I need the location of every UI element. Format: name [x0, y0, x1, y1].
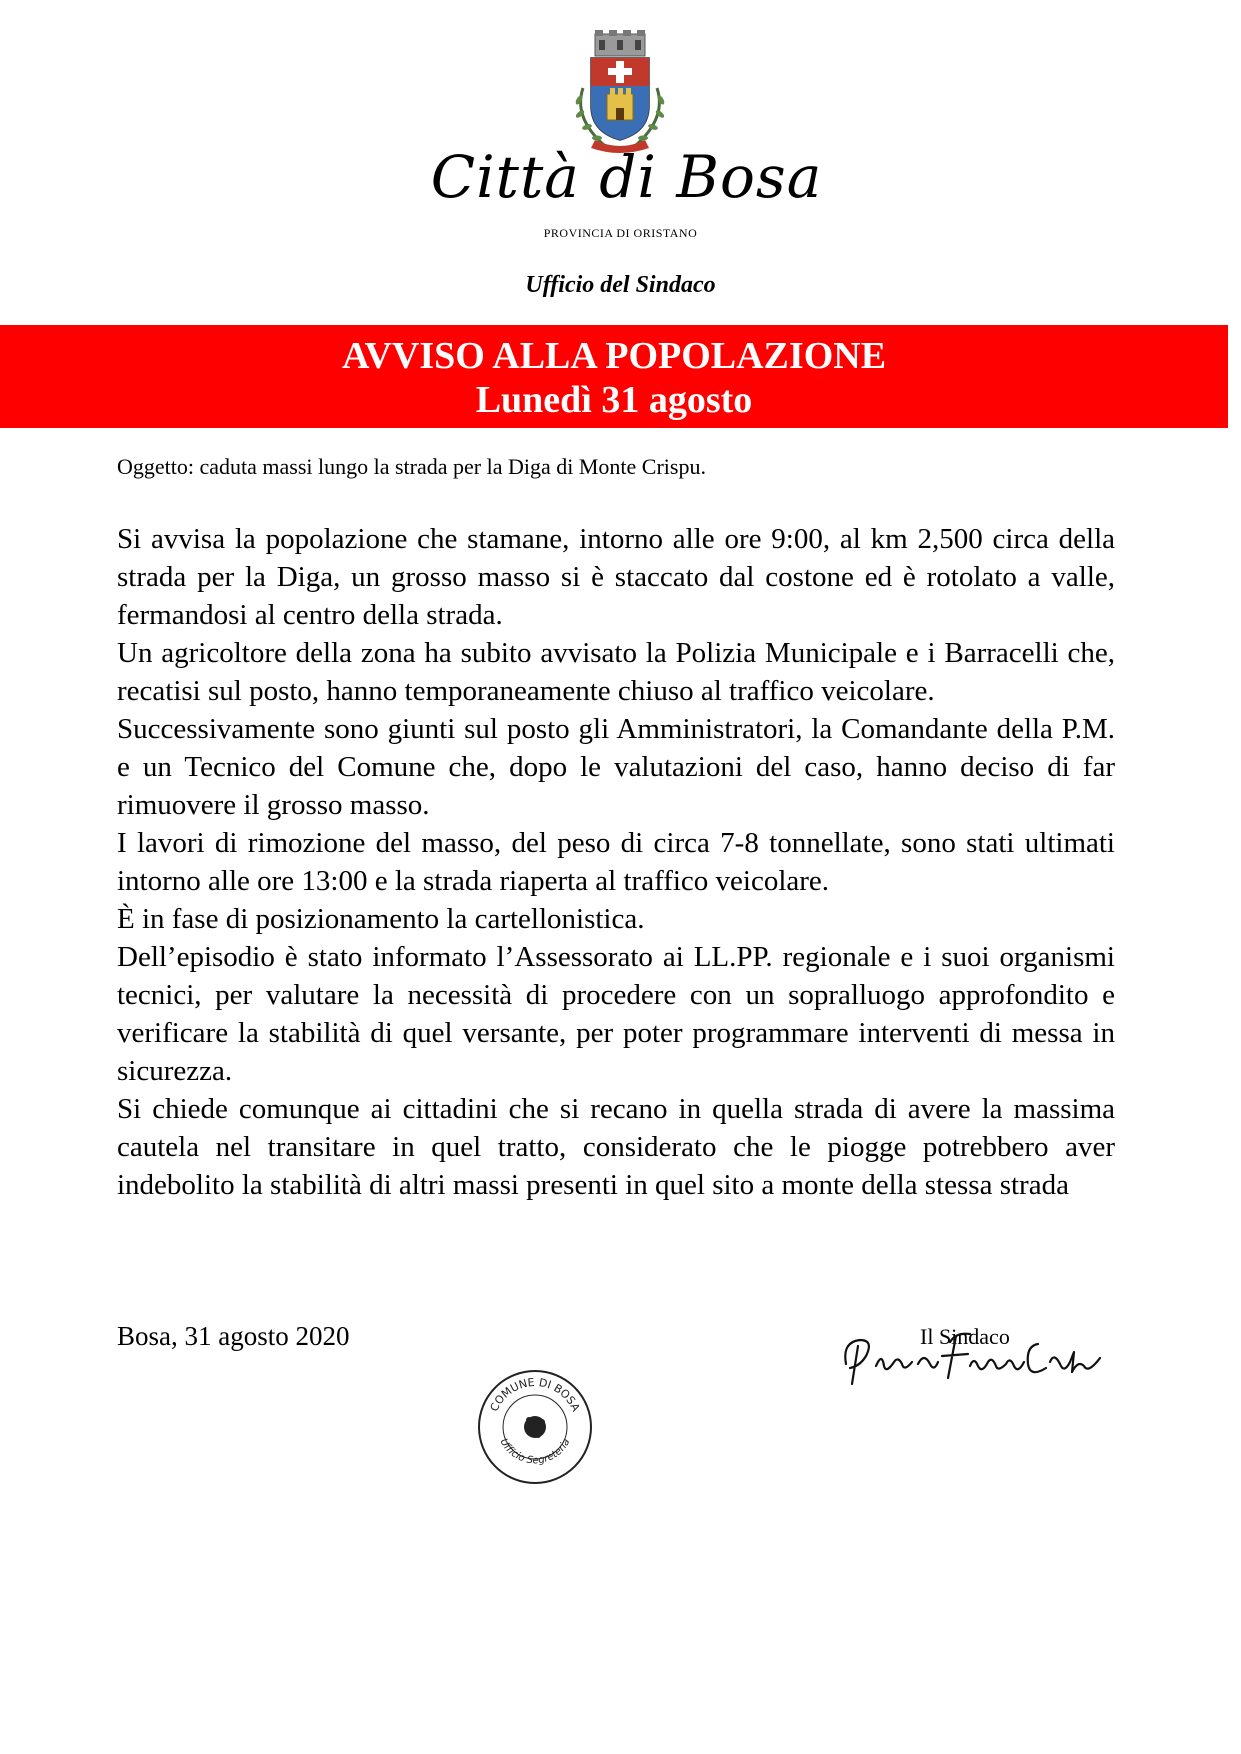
stamp-top-text: COMUNE DI BOSA	[487, 1375, 583, 1414]
stamp-bottom-text: Ufficio Segreteria	[497, 1436, 573, 1467]
place-date: Bosa, 31 agosto 2020	[117, 1321, 350, 1351]
body-paragraph: Successivamente sono giunti sul posto gli Amministratori, la Comandante della P.M. e un Tecnico del Comune che, dopo le valutazioni del caso, hanno deciso di far rimuovere il grosso masso.	[117, 713, 1115, 821]
city-crest-icon	[565, 28, 675, 156]
notice-banner	[0, 325, 1228, 428]
body-paragraph: Si chiede comunque ai cittadini che si recano in quella strada di avere la massima cautela nel transitare in quel tratto, considerato che le piogge potrebbero aver indebolito la stabilità di altri massi presenti in quel sito a monte della stessa strada	[117, 1093, 1115, 1201]
office-label: Ufficio del Sindaco	[525, 272, 716, 298]
province-label: PROVINCIA DI ORISTANO	[543, 226, 698, 240]
body-paragraph: Un agricoltore della zona ha subito avvisato la Polizia Municipale e i Barracelli che, recatisi sul posto, hanno temporaneamente chiuso al traffico veicolare.	[117, 637, 1115, 707]
subject-line: Oggetto: caduta massi lungo la strada per la Diga di Monte Crispu.	[117, 454, 706, 479]
body-paragraph: Si avvisa la popolazione che stamane, intorno alle ore 9:00, al km 2,500 circa della strada per la Diga, un grosso masso si è staccato dal costone ed è rotolato a valle, fermandosi al centro della strada.	[117, 523, 1115, 631]
notice-date: Lunedì 31 agosto	[475, 379, 753, 421]
signature-icon	[838, 1322, 1110, 1394]
signer-title: Il Sindaco	[920, 1324, 1010, 1349]
body-paragraph: I lavori di rimozione del masso, del peso di circa 7-8 tonnellate, sono stati ultimati intorno alle ore 13:00 e la strada riaperta al traffico veicolare.	[117, 827, 1115, 897]
body-paragraph: È in fase di posizionamento la cartellonistica.	[117, 903, 645, 935]
stamp-icon	[474, 1366, 596, 1488]
svg-text:Ufficio Segreteria	[498, 1437, 573, 1466]
notice-title: AVVISO ALLA POPOLAZIONE	[341, 335, 887, 377]
notice-body	[117, 520, 1115, 1204]
body-paragraph: Dell’episodio è stato informato l’Assessorato ai LL.PP. regionale e i suoi organismi tecnici, per valutare la necessità di procedere con un sopralluogo approfondito e verificare la stabilità di quel versante, per poter programmare interventi di messa in sicurezza.	[117, 941, 1115, 1087]
city-name: Città di Bosa	[430, 143, 823, 211]
